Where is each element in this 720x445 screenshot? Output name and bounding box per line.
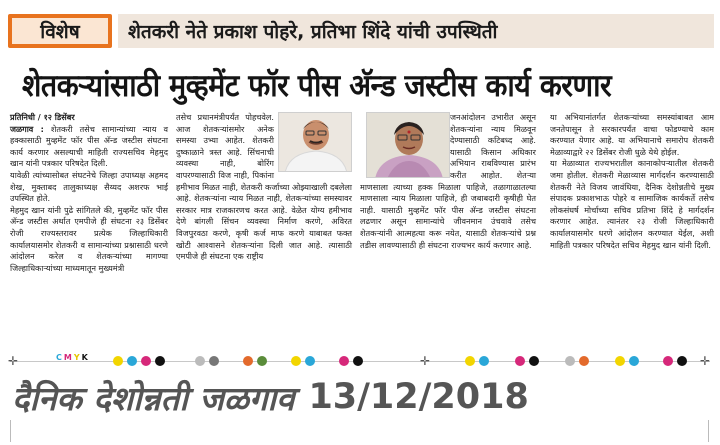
byline: प्रतिनिधी / १२ डिसेंबर: [10, 112, 75, 122]
paragraph: शेतकरी तसेच सामान्यांच्या न्याय व हक्कासाठी मुव्हमेंट फॉर पीस अ‍ॅन्ड जस्टीस संघटना कार्य करणार असल्याची माहिती राज्यसचिव मेहमुद खान यांनी पत्रकार परिषदेत दिली.: [10, 123, 168, 169]
kicker-text: शेतकरी नेते प्रकाश पोहरे, प्रतिभा शिंदे यांची उपस्थिती: [118, 14, 714, 48]
masthead-title: दैनिक देशोन्नती जळगाव: [12, 378, 295, 418]
dateline: जळगाव :: [10, 123, 44, 134]
paragraph: तसेच प्रधानमंत्रीपर्यंत पोहचवेल. आज शेतकऱ्यांसमोर अनेक समस्या उभ्या आहेत. शेतकरी दुष्काळाने त्रस्त आहे. सिंचनाची व्यवस्था नाही, बोरिंग वापरण्यासाठी विज नाही, पिकांना हमीभाव मिळत नाही, शेतकरी कर्जाच्या ओझ्याखाली दबलेला आहे. शेतकऱ्यांना न्याय मिळत नाही, शेतकऱ्यांच्या समस्यावर सरकार मात्र राजकारणच करत आहे. वेळेत योग्य हमीभाव देणे बांगली सिंचन व्यवस्था निर्माण करणे, अविरत विजपुरवठा करणे, कृषी कर्ज माफ करणे याबाबत फक्त खोटी आश्वासने शेतकऱ्यांना दिली जात आहे. त्यासाठी एमपीजे ही संघटना एक राष्ट्रीय: [176, 112, 352, 262]
kicker-strip: [0, 0, 720, 60]
masthead: [12, 372, 712, 422]
article-column-1: [10, 112, 168, 274]
paragraph: या मेळाव्यात राज्यभरातील कानाकोपऱ्यातील शेतकरी जमा होतील. शेतकरी मेळाव्यास मार्गदर्शन करण्यासाठी शेतकरी नेते विजय जावंधिया, दैनिक देशोन्नतीचे मुख्य संपादक प्रकाशभाऊ पोहरे व सामाजिक कार्यकर्ते तसेच लोकसंघर्ष मोर्चाच्या सचिव प्रतिभा शिंदे हे मार्गदर्शन करणार आहेत. त्यानंतर २३ रोजी जिल्हाधिकारी कार्यालयासमोर धरणे आंदोलन करण्यात येईल, अशी माहिती पत्रकार परिषदेत सचिव मेहमुद खान यांनी दिली.: [550, 158, 714, 250]
cmyk-label: [56, 353, 90, 362]
cmyk-m: M: [63, 353, 74, 362]
cmyk-c: C: [56, 353, 64, 362]
headline: शेतकऱ्यांसाठी मुव्हमेंट फॉर पीस अ‍ॅन्ड जस्टीस कार्य करणार: [22, 68, 612, 104]
section-badge-label: विशेष: [12, 18, 108, 44]
cut-mark: [10, 420, 11, 442]
paragraph: मेहमुद खान यांनी पुढे सांगितले की, मुव्हमेंट फॉर पीस अ‍ॅन्ड जस्टीस अर्थात एमपीजे ही संघटना २३ डिसेंबर रोजी राज्यस्तरावर प्रत्येक जिल्हाधिकारी कार्यालयासमोर शेतकरी व सामान्यांच्या प्रश्नासाठी धरणे आंदोलन करेल व शेतकऱ्यांच्या मागण्या जिल्हाधिकाऱ्यांच्या माध्यमातून मुख्यमंत्री: [10, 204, 168, 273]
crosshair-icon: ✛: [420, 354, 431, 368]
cmyk-y: Y: [73, 353, 82, 362]
section-badge: [8, 14, 112, 48]
paragraph: या अभियानांतर्गत शेतकऱ्यांच्या समस्यांबाबत आम जनतेपासून ते सरकारपर्यंत वाचा फोडण्याचे काम करण्यात येणार आहे. या अभियानाचे समारोप शेतकरी मेळाव्याद्वारे २२ डिसेंबर रोजी धुळे येथे होईल.: [550, 112, 714, 157]
crosshair-icon: ✛: [700, 354, 711, 368]
portrait-photo-woman: [366, 112, 450, 178]
crosshair-icon: ✛: [8, 354, 19, 368]
cmyk-k: K: [81, 353, 90, 362]
registration-bar: [0, 352, 720, 370]
article-column-4: [550, 112, 714, 251]
masthead-date: 13/12/2018: [308, 377, 529, 417]
paragraph: यावेळी त्यांच्यासोबत संघटनेचे जिल्हा उपाध्यक्ष अहमद शेख, मुक्ताबद तालुकाध्यक्ष सैय्यद अशरफ भाई उपस्थित होते.: [10, 169, 168, 204]
article-body: [8, 112, 716, 354]
color-swatches: [0, 352, 720, 370]
cut-mark: [708, 420, 709, 442]
paragraph: जनआंदोलन उभारीत असून शेतकऱ्यांना न्याय मिळवून देण्यासाठी कटिबध्द आहे. यासाठी किसान अधिकार अभियान राबविण्यास प्रारंभ करीत आहोत. शेतऱ्या माणसाला त्याच्या हक्क मिळाला पाहिजे, तळागाळातल्या माणसाला न्याय मिळाला पाहिजे, ही जबाबदारी कृषीही घेत नाही. यासाठी मुव्हमेंट फॉर पीस अ‍ॅन्ड जस्टीस संघटना लढणार असून सामान्यांचे जीवनमान उंचवावे तसेच शेतकऱ्यांनी आत्महत्या करू नयेत, यासाठी शेतकऱ्यांचे प्रश्न तडीस लावण्यासाठी ही संघटना राज्यभर कार्य करणार आहे.: [360, 112, 536, 250]
portrait-photo-man: [278, 112, 352, 172]
